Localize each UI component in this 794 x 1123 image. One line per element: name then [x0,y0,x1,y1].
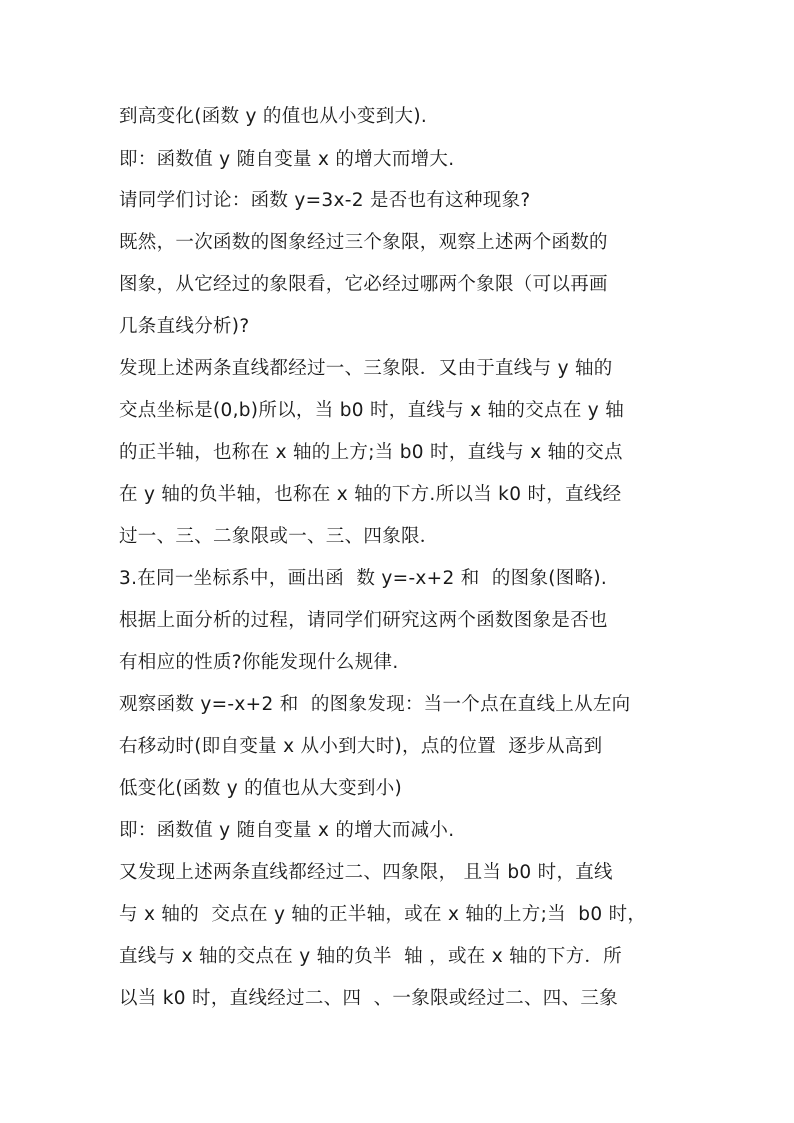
text-line: 过一、三、二象限或一、三、四象限． [119,526,439,547]
text-line: 交点坐标是(0,b)所以，当 b0 时，直线与 x 轴的交点在 y 轴 [119,400,625,421]
text-line: 的正半轴，也称在 x 轴的上方;当 b0 时，直线与 x 轴的交点 [119,442,623,463]
text-line: 又发现上述两条直线都经过二、四象限， 且当 b0 时，直线 [119,862,613,883]
text-line: 到高变化(函数 y 的值也从小变到大). [119,106,428,127]
text-line: 根据上面分析的过程，请同学们研究这两个函数图象是否也 [119,610,608,631]
text-line: 有相应的性质?你能发现什么规律. [119,652,399,673]
text-line: 直线与 x 轴的交点在 y 轴的负半 轴 ，或在 x 轴的下方．所 [119,946,622,967]
text-line: 即：函数值 y 随自变量 x 的增大而减小. [119,820,455,841]
text-line: 观察函数 y=-x+2 和 的图象发现：当一个点在直线上从左向 [119,694,631,715]
text-line: 与 x 轴的 交点在 y 轴的正半轴，或在 x 轴的上方;当 b0 时， [119,904,647,925]
text-line: 既然，一次函数的图象经过三个象限，观察上述两个函数的 [119,232,608,253]
text-line: 右移动时(即自变量 x 从小到大时)，点的位置 逐步从高到 [119,736,603,757]
text-line: 以当 k0 时，直线经过二、四 、一象限或经过二、四、三象 [119,988,619,1009]
text-line: 3.在同一坐标系中，画出函 数 y=-x+2 和 的图象(图略). [119,568,608,589]
text-line: 请同学们讨论：函数 y=3x-2 是否也有这种现象? [119,190,531,211]
text-line: 发现上述两条直线都经过一、三象限．又由于直线与 y 轴的 [119,358,613,379]
text-line: 低变化(函数 y 的值也从大变到小) [119,778,403,799]
text-line: 在 y 轴的负半轴，也称在 x 轴的下方.所以当 k0 时，直线经 [119,484,622,505]
text-line: 即：函数值 y 随自变量 x 的增大而增大. [119,149,455,170]
text-line: 图象，从它经过的象限看，它必经过哪两个象限（可以再画 [119,274,608,295]
text-line: 几条直线分析)? [119,316,250,337]
